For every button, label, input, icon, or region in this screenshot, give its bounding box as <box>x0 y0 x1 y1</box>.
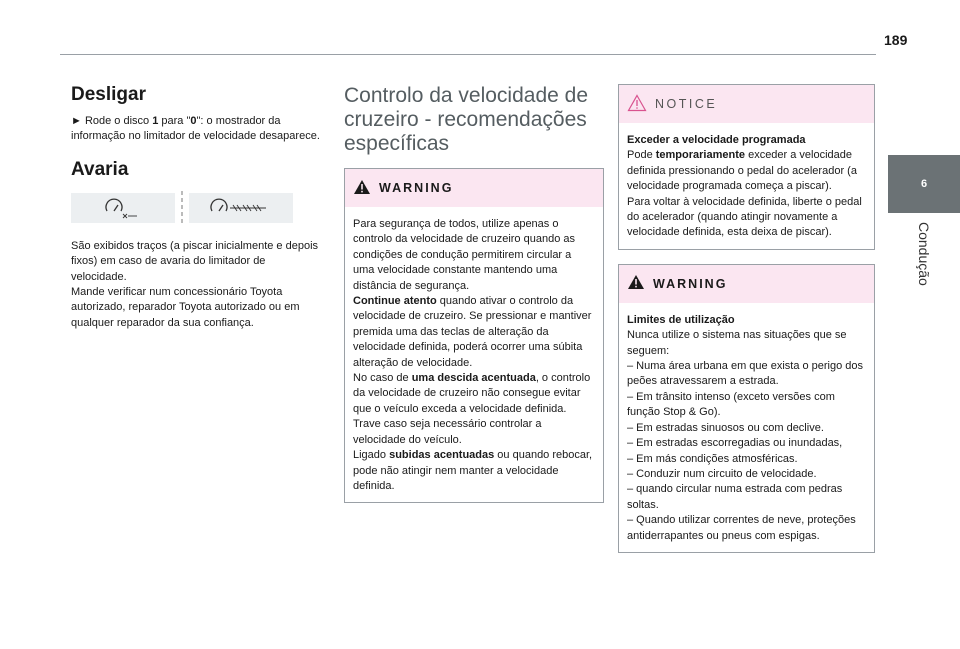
avaria-text-2: Mande verificar num concessionário Toyota autorizado, reparador Toyota autorizado ou em qualquer reparador da sua confiança. <box>71 286 300 329</box>
column-left <box>71 84 321 331</box>
list-item: – Em estradas escorregadias ou inundadas, <box>627 437 843 450</box>
notice-heading: NOTICE <box>655 97 718 111</box>
list-item: – Numa área urbana em que exista o perigo dos peões atravessarem a estrada. <box>627 360 864 388</box>
warning-header <box>345 169 603 207</box>
section-title-desligar: Desligar <box>71 84 146 105</box>
speed-limiter-dashes-icon <box>71 193 175 223</box>
chapter-tab[interactable]: 6 <box>888 155 960 213</box>
notice-p1: Pode temporariamente exceder a velocidade definida pressionando o pedal do acelerador (a velocidade programada começa a piscar). <box>627 149 857 193</box>
warning-p2: Continue atento quando ativar o controlo da velocidade de cruzeiro. Se pressionar e mantiver premida uma das teclas de alteração da velocidade definida, poderá ocorrer uma súbita alteração de velocidade. <box>353 295 592 369</box>
chapter-label: Condução <box>916 222 932 286</box>
warning-box-limits <box>618 264 875 553</box>
notice-body <box>619 123 874 249</box>
page-number: 189 <box>884 32 908 48</box>
warning-p3: No caso de uma descida acentuada, o controlo da velocidade de cruzeiro não consegue evitar que o veículo exceda a velocidade definida. Trave caso seja necessário controlar a velocidade do veículo. <box>353 372 591 446</box>
section-title-avaria: Avaria <box>71 158 129 180</box>
warning-p1: Para segurança de todos, utilize apenas o controlo da velocidade de cruzeiro quando as condições de condução permitirem circular a uma velocidade constante mantendo uma distância de segurança. <box>353 218 575 292</box>
list-item: – Em trânsito intenso (exceto versões com função Stop & Go). <box>627 390 835 419</box>
notice-title: Exceder a velocidade programada <box>627 134 806 146</box>
warning-intro: Nunca utilize o sistema nas situações que se seguem: <box>627 329 847 357</box>
warning-heading: WARNING <box>379 181 454 195</box>
warning-heading: WARNING <box>653 276 728 291</box>
warning-triangle-icon <box>627 274 645 293</box>
warning-body <box>619 303 874 552</box>
desligar-text: ► Rode o disco 1 para "0": o mostrador da informação no limitador de velocidade desaparece. <box>71 115 320 143</box>
column-middle <box>344 84 604 503</box>
list-item: – Em más condições atmosféricas. <box>627 452 798 465</box>
warning-box-cruise <box>344 168 604 503</box>
list-item: – Quando utilizar correntes de neve, proteções antiderrapantes ou pneus com espigas. <box>627 514 856 542</box>
avaria-text-1: São exibidos traços (a piscar inicialmente e depois fixos) em caso de avaria do limitador de velocidade. <box>71 239 319 283</box>
notice-triangle-icon <box>627 94 647 115</box>
icon-separator <box>175 191 189 225</box>
speed-limiter-dashes-icon <box>189 193 293 223</box>
column-right <box>618 84 875 553</box>
warning-p4: Ligado subidas acentuadas ou quando rebocar, pode não atingir nem manter a velocidade definida. <box>353 449 593 492</box>
list-item: – quando circular numa estrada com pedras soltas. <box>627 483 843 511</box>
arrow-bullet-icon: ► <box>71 115 82 127</box>
section-title-cruise-control: Controlo da velocidade de cruzeiro - recomendações específicas <box>344 84 589 155</box>
warning-body <box>345 207 603 502</box>
avaria-icons <box>71 191 321 225</box>
notice-box <box>618 84 875 250</box>
list-item: – Em estradas sinuosos ou com declive. <box>627 421 824 434</box>
warning-title: Limites de utilização <box>627 313 735 326</box>
top-divider <box>60 54 876 55</box>
warning-triangle-icon <box>353 179 371 198</box>
notice-header <box>619 85 874 123</box>
warning-header <box>619 265 874 303</box>
notice-p2: Para voltar à velocidade definida, liberte o pedal do acelerador (quando atingir novamente a velocidade definida, esta deixa de piscar). <box>627 195 862 239</box>
list-item: – Conduzir num circuito de velocidade. <box>627 467 817 480</box>
